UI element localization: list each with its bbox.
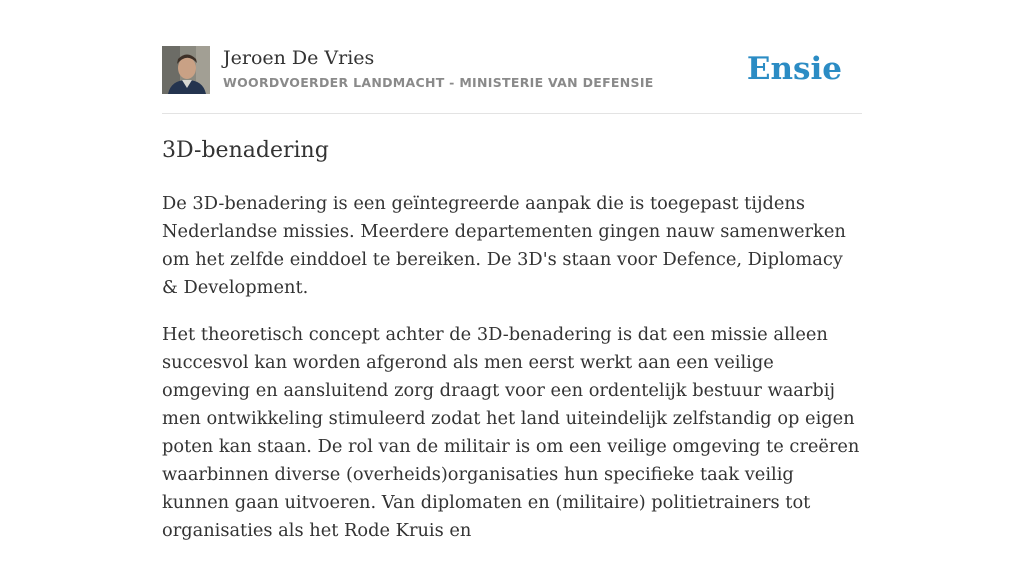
avatar[interactable]: [162, 46, 210, 94]
article-body: [162, 190, 862, 564]
ensie-logo[interactable]: Ensie: [746, 51, 842, 87]
article-paragraph: De 3D-benadering is een geïntegreerde aanpak die is toegepast tijdens Nederlandse missies. Meerdere departementen gingen nauw samenwerken om het zelfde einddoel te bereiken. De 3D's staan voor Defence, Diplomacy & Development.: [162, 193, 846, 298]
author-role: WOORDVOERDER LANDMACHT - MINISTERIE VAN DEFENSIE: [223, 75, 654, 90]
article-title: 3D-benadering: [162, 138, 329, 163]
author-name[interactable]: Jeroen De Vries: [223, 47, 375, 69]
author-avatar-photo: [162, 46, 210, 94]
article-paragraph: Het theoretisch concept achter de 3D-benadering is dat een missie alleen succesvol kan worden afgerond als men eerst werkt aan een veilige omgeving en aansluitend zorg draagt voor een ordentelijk bestuur waarbij men ontwikkeling stimuleerd zodat het land uiteindelijk zelfstandig op eigen poten kan staan. De rol van de militair is om een veilige omgeving te creëren waarbinnen diverse (overheids)organisaties hun specifieke taak veilig kunnen gaan uitvoeren. Van diplomaten en (militaire) politietrainers tot organisaties als het Rode Kruis en: [162, 324, 860, 541]
header-divider: [162, 113, 862, 114]
author-header: [162, 46, 862, 96]
